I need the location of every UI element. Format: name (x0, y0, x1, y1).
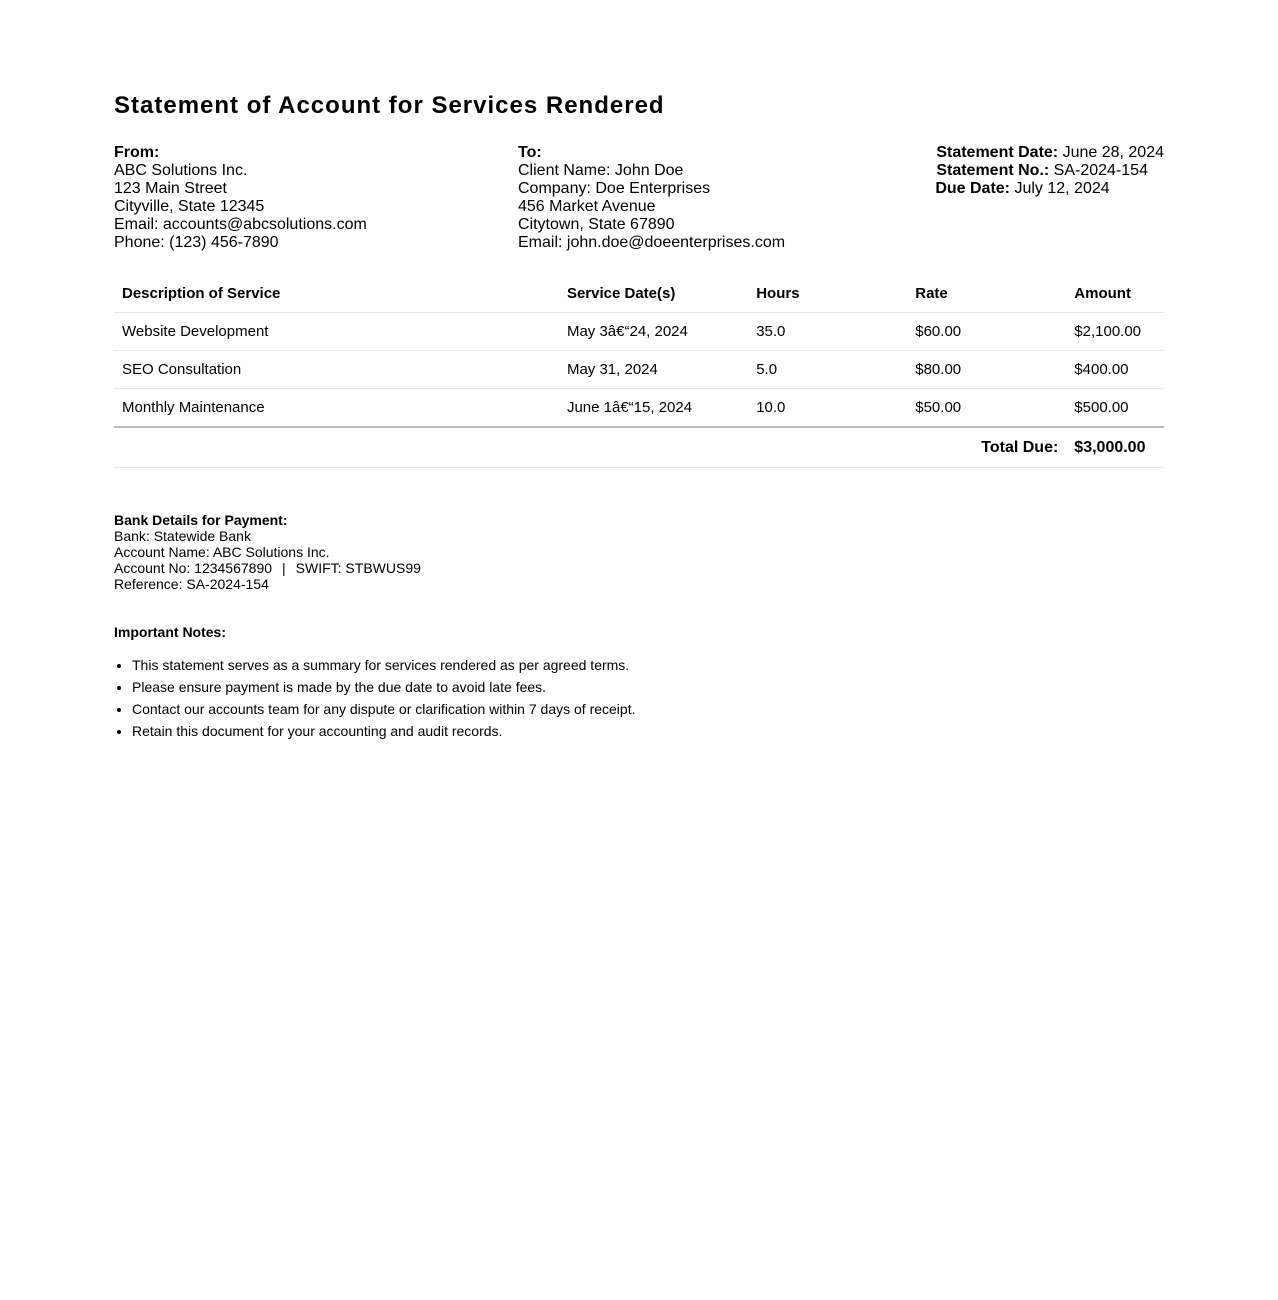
header-rate: Rate (907, 274, 1066, 313)
due-date-label: Due Date: (935, 180, 1010, 197)
cell-amount: $400.00 (1066, 351, 1164, 389)
table-row (114, 313, 1164, 351)
table-header-row (114, 274, 1164, 313)
total-row (114, 427, 1164, 468)
to-email: Email: john.doe@doeenterprises.com (518, 234, 786, 251)
cell-hours: 35.0 (748, 313, 907, 351)
total-due-value: $3,000.00 (1066, 427, 1164, 468)
cell-amount: $2,100.00 (1066, 313, 1164, 351)
cell-amount: $500.00 (1066, 389, 1164, 428)
from-company: ABC Solutions Inc. (114, 162, 248, 179)
cell-description: Website Development (114, 313, 559, 351)
cell-rate: $80.00 (907, 351, 1066, 389)
header-description: Description of Service (114, 274, 559, 313)
bank-swift: SWIFT: STBWUS99 (295, 560, 421, 576)
to-city: Citytown, State 67890 (518, 216, 675, 233)
bank-details-heading: Bank Details for Payment: (114, 512, 288, 528)
cell-service-dates: May 31, 2024 (559, 351, 748, 389)
important-notes-section (114, 624, 1164, 742)
cell-rate: $50.00 (907, 389, 1066, 428)
statement-no-label: Statement No.: (936, 162, 1050, 179)
page-title: Statement of Account for Services Rendered (114, 92, 665, 119)
bank-account-name: Account Name: ABC Solutions Inc. (114, 544, 330, 560)
list-item: • Retain this document for your accounting and audit records. (132, 720, 1164, 742)
from-city: Cityville, State 12345 (114, 198, 265, 215)
cell-rate: $60.00 (907, 313, 1066, 351)
to-client-name: Client Name: John Doe (518, 162, 684, 179)
bank-account-no: Account No: 1234567890 (114, 560, 273, 576)
cell-hours: 10.0 (748, 389, 907, 428)
to-street: 456 Market Avenue (518, 198, 656, 215)
cell-service-dates: June 1â€“15, 2024 (559, 389, 748, 428)
list-item: • Contact our accounts team for any dispute or clarification within 7 days of receipt. (132, 698, 1164, 720)
parties-section (114, 144, 1164, 262)
statement-date-value: June 28, 2024 (1062, 144, 1164, 161)
notes-list (114, 654, 1164, 742)
bank-reference: Reference: SA-2024-154 (114, 576, 269, 592)
services-table (114, 274, 1164, 468)
to-label: To: (518, 144, 542, 161)
from-block (114, 144, 367, 252)
cell-description: SEO Consultation (114, 351, 559, 389)
from-phone: Phone: (123) 456-7890 (114, 234, 279, 251)
list-item: • Please ensure payment is made by the due date to avoid late fees. (132, 676, 1164, 698)
statement-date-row (936, 144, 1164, 162)
header-service-dates: Service Date(s) (559, 274, 748, 313)
table-row (114, 389, 1164, 428)
due-date-row (935, 180, 1164, 198)
header-hours: Hours (748, 274, 907, 313)
cell-service-dates: May 3â€“24, 2024 (559, 313, 748, 351)
bank-details-section (114, 512, 1164, 592)
table-row (114, 351, 1164, 389)
statement-no-row (936, 162, 1164, 180)
from-street: 123 Main Street (114, 180, 227, 197)
cell-hours: 5.0 (748, 351, 907, 389)
statement-date-label: Statement Date: (936, 144, 1059, 161)
bank-name: Bank: Statewide Bank (114, 528, 251, 544)
from-label: From: (114, 144, 160, 161)
bank-separator: | (282, 560, 286, 576)
statement-meta-block (936, 144, 1164, 198)
list-item: • This statement serves as a summary for services rendered as per agreed terms. (132, 654, 1164, 676)
bank-account-line (114, 560, 1164, 576)
total-due-label: Total Due: (114, 427, 1066, 468)
header-amount: Amount (1066, 274, 1164, 313)
notes-heading: Important Notes: (114, 624, 226, 640)
cell-description: Monthly Maintenance (114, 389, 559, 428)
from-email: Email: accounts@abcsolutions.com (114, 216, 367, 233)
to-company: Company: Doe Enterprises (518, 180, 711, 197)
statement-no-value: SA-2024-154 (1053, 162, 1148, 179)
statement-page (114, 0, 1164, 742)
due-date-value: July 12, 2024 (1014, 180, 1110, 197)
to-block (518, 144, 785, 252)
